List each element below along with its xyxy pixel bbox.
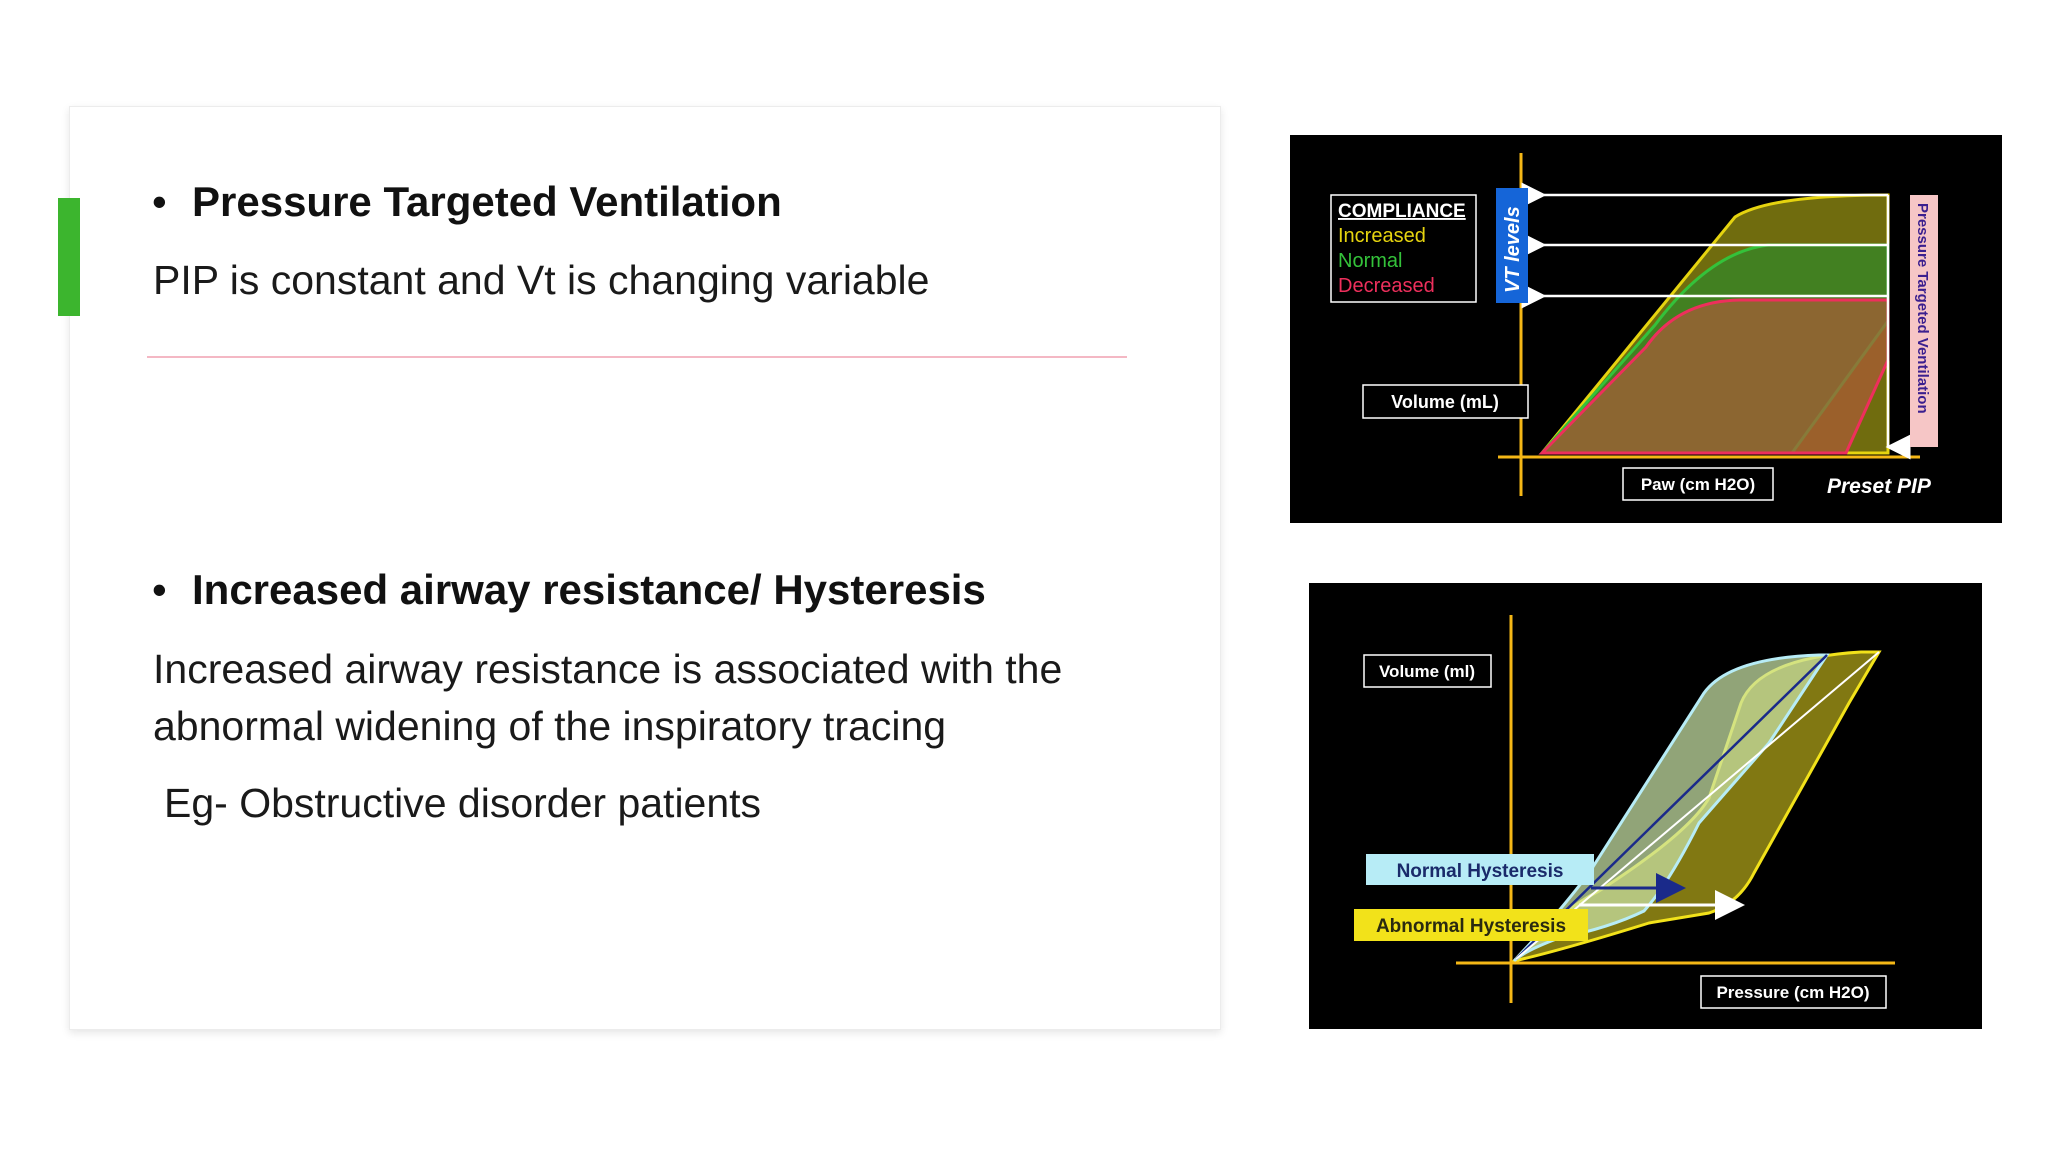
resistance-line-1: Increased airway resistance is associated with the (153, 646, 1063, 692)
section-divider (147, 356, 1127, 358)
side-label: Pressure Targeted Ventilation (1914, 203, 1931, 414)
preset-pip-label: Preset PIP (1827, 475, 1931, 498)
accent-bar (58, 198, 80, 316)
abnormal-label: Abnormal Hysteresis (1375, 916, 1567, 937)
hysteresis-diagram (1309, 583, 1982, 1029)
heading-airway-resistance (152, 566, 986, 614)
volume-label: Volume (ml) (1378, 662, 1476, 681)
paw-label: Paw (cm H2O) (1640, 475, 1756, 494)
pressure-targeted-diagram (1290, 135, 2002, 523)
example-text: Eg- Obstructive disorder patients (164, 780, 762, 826)
volume-label: Volume (mL) (1391, 392, 1499, 412)
pip-description: PIP is constant and Vt is changing variable (153, 257, 930, 303)
vt-levels-label: VT levels (1502, 206, 1524, 293)
legend-increased: Increased (1338, 225, 1426, 247)
normal-label: Normal Hysteresis (1396, 861, 1564, 882)
pressure-label: Pressure (cm H2O) (1716, 983, 1870, 1002)
legend-decreased: Decreased (1338, 275, 1435, 297)
heading-text: Pressure Targeted Ventilation (192, 178, 782, 225)
bullet-point: • (152, 566, 167, 613)
heading-pressure-targeted (152, 178, 782, 226)
heading-text: Increased airway resistance/ Hysteresis (192, 566, 986, 613)
legend-normal: Normal (1338, 250, 1403, 272)
resistance-line-2: abnormal widening of the inspiratory tracing (153, 703, 947, 749)
loop-decreased (1542, 300, 1888, 453)
bullet-point: • (152, 178, 167, 225)
legend-title: COMPLIANCE (1338, 201, 1466, 222)
